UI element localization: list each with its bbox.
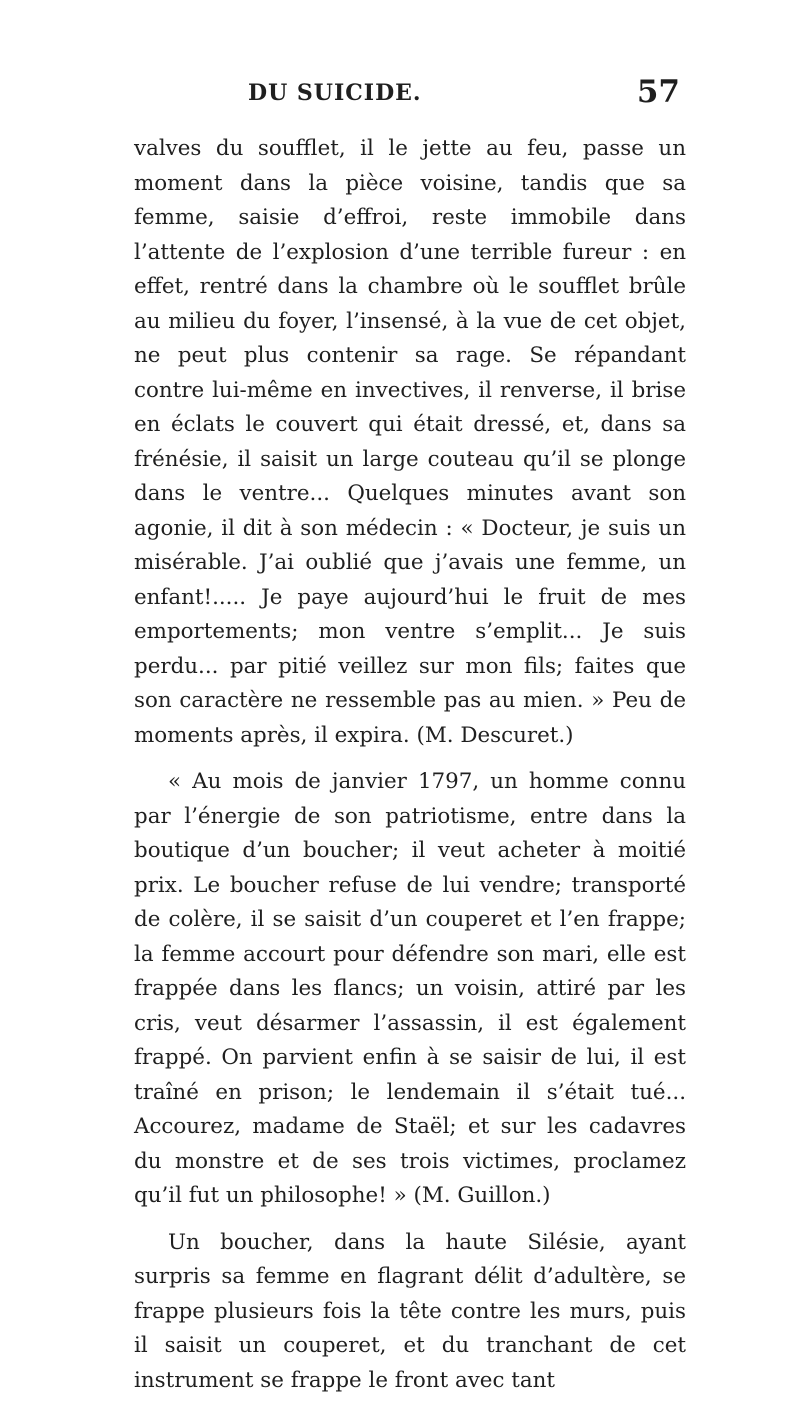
paragraph-2: « Au mois de janvier 1797, un homme connu par l’énergie de son patriotisme, entre dans la boutique d’un boucher; il veut acheter à moitié prix. Le boucher refuse de lui vendre; transporté de colère, il se saisit d’un couperet et l’en frappe; la femme accourt pour défendre son mari, elle est frappée dans les flancs; un voisin, attiré par les cris, veut désarmer l’assassin, il est également frappé. On parvient enfin à se saisir de lui, il est traîné en prison; le lendemain il s’était tué... Accourez, madame de Staël; et sur les cadavres du monstre et de ses trois victimes, proclamez qu’il fut un philosophe! » (M. Guillon.): [134, 769, 686, 1208]
body-text: [134, 132, 686, 1398]
paragraph-1: valves du soufflet, il le jette au feu, passe un moment dans la pièce voisine, tandis que sa femme, saisie d’effroi, reste immobile dans l’attente de l’explosion d’une terrible fureur : en effet, rentré dans la chambre où le soufflet brûle au milieu du foyer, l’insensé, à la vue de cet objet, ne peut plus contenir sa rage. Se répandant contre lui-même en invectives, il renverse, il brise en éclats le couvert qui était dressé, et, dans sa frénésie, il saisit un large couteau qu’il se plonge dans le ventre... Quelques minutes avant son agonie, il dit à son médecin : « Docteur, je suis un misérable. J’ai oublié que j’avais une femme, un enfant!..... Je paye aujourd’hui le fruit de mes emportements; mon ventre s’emplit... Je suis perdu... par pitié veillez sur mon fils; faites que son caractère ne ressemble pas au mien. » Peu de moments après, il expira. (M. Descuret.): [134, 136, 686, 748]
page-number: 57: [636, 74, 680, 110]
paragraph-3: Un boucher, dans la haute Silésie, ayant surpris sa femme en flagrant délit d’adultère, se frappe plusieurs fois la tête contre les murs, puis il saisit un couperet, et du tranchant de cet instrument se frappe le front avec tant: [134, 1229, 686, 1393]
page-header: [248, 74, 680, 120]
running-title: DU SUICIDE.: [248, 80, 422, 106]
